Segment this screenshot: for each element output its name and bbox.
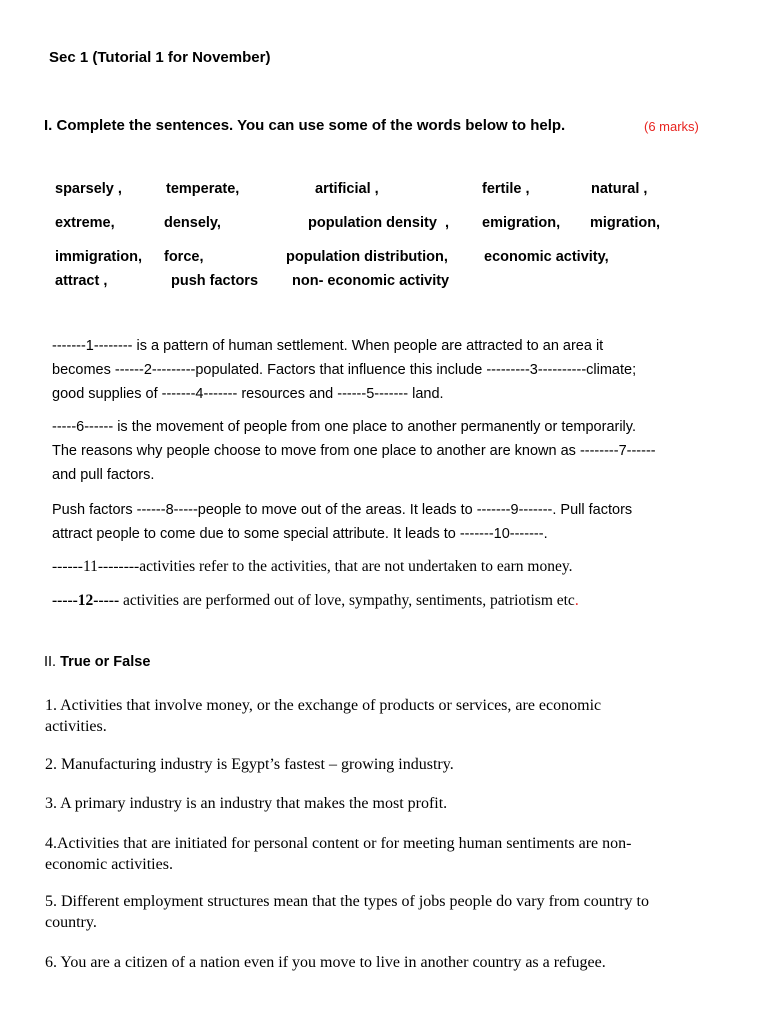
word-bank-item: population density , (308, 215, 449, 231)
word-bank-item: migration, (590, 215, 661, 231)
tf-statement-2 (45, 754, 454, 775)
section-2-prefix: II. (44, 654, 61, 670)
paragraph-line: The reasons why people choose to move from one place to another are known as --------7------ (52, 443, 656, 459)
word-bank-item: non- economic activity (292, 273, 450, 289)
statement-line: 5. Different employment structures mean that the types of jobs people do vary from country to (45, 893, 649, 910)
word-bank-item: economic activity, (484, 249, 609, 265)
section-2-heading (44, 654, 150, 670)
word-bank-item: fertile , (482, 181, 530, 197)
word-bank-item: sparsely , (55, 181, 122, 197)
page-title: Sec 1 (Tutorial 1 for November) (49, 49, 271, 66)
paragraph-line: -----6------ is the movement of people from one place to another permanently or temporarily. (52, 419, 636, 435)
word-bank-item: population distribution, (286, 249, 448, 265)
statement-line: activities. (45, 718, 107, 735)
paragraph-line: attract people to come due to some special attribute. It leads to -------10-------. (52, 526, 548, 542)
word-bank-item: extreme, (55, 215, 115, 231)
paragraph-line: -------1-------- is a pattern of human settlement. When people are attracted to an area it (52, 338, 604, 354)
word-bank-item: immigration, (55, 249, 143, 265)
paragraph-line: Push factors ------8-----people to move out of the areas. It leads to -------9-------. Pull factors (52, 502, 633, 518)
word-bank-item: artificial , (315, 181, 379, 197)
statement-line: 6. You are a citizen of a nation even if you move to live in another country as a refugee. (45, 954, 606, 971)
tf-statement-6 (45, 952, 606, 973)
tf-statement-1 (45, 695, 601, 737)
fill-in-line-12 (52, 592, 579, 610)
word-bank-item: natural , (591, 181, 648, 197)
word-bank-item: attract , (55, 273, 108, 289)
paragraph-line: good supplies of -------4------- resources and ------5------- land. (52, 386, 444, 402)
tf-statement-5 (45, 891, 649, 933)
statement-line: 1. Activities that involve money, or the exchange of products or services, are economic (45, 697, 602, 714)
line-12-text: activities are performed out of love, sympathy, sentiments, patriotism etc (119, 592, 575, 609)
marks-label: (6 marks) (644, 119, 699, 134)
statement-line: 2. Manufacturing industry is Egypt’s fastest – growing industry. (45, 756, 454, 773)
statement-line: economic activities. (45, 856, 173, 873)
statement-line: 3. A primary industry is an industry that makes the most profit. (45, 795, 448, 812)
word-bank-item: temperate, (166, 181, 240, 197)
tf-statement-4 (45, 833, 631, 875)
fill-in-line-11: ------11--------activities refer to the activities, that are not undertaken to earn money. (52, 558, 573, 575)
statement-line: country. (45, 914, 97, 931)
blank-12: -----12----- (52, 592, 120, 609)
section-1-heading: I. Complete the sentences. You can use some of the words below to help. (44, 117, 566, 134)
tf-statement-3 (45, 793, 447, 814)
paragraph-line: becomes ------2---------populated. Factors that influence this include ---------3----------climate; (52, 362, 637, 378)
word-bank-item: emigration, (482, 215, 561, 231)
word-bank-item: densely, (164, 215, 221, 231)
section-2-title: True or False (60, 654, 151, 670)
fill-in-paragraph (52, 334, 636, 406)
word-bank-item: push factors (171, 273, 259, 289)
paragraph-line: and pull factors. (52, 467, 155, 483)
line-12-end: . (574, 592, 579, 609)
fill-in-paragraph (52, 415, 656, 487)
word-bank-item: force, (164, 249, 204, 265)
statement-line: 4.Activities that are initiated for personal content or for meeting human sentiments are non- (45, 835, 632, 852)
fill-in-paragraph (52, 498, 632, 546)
